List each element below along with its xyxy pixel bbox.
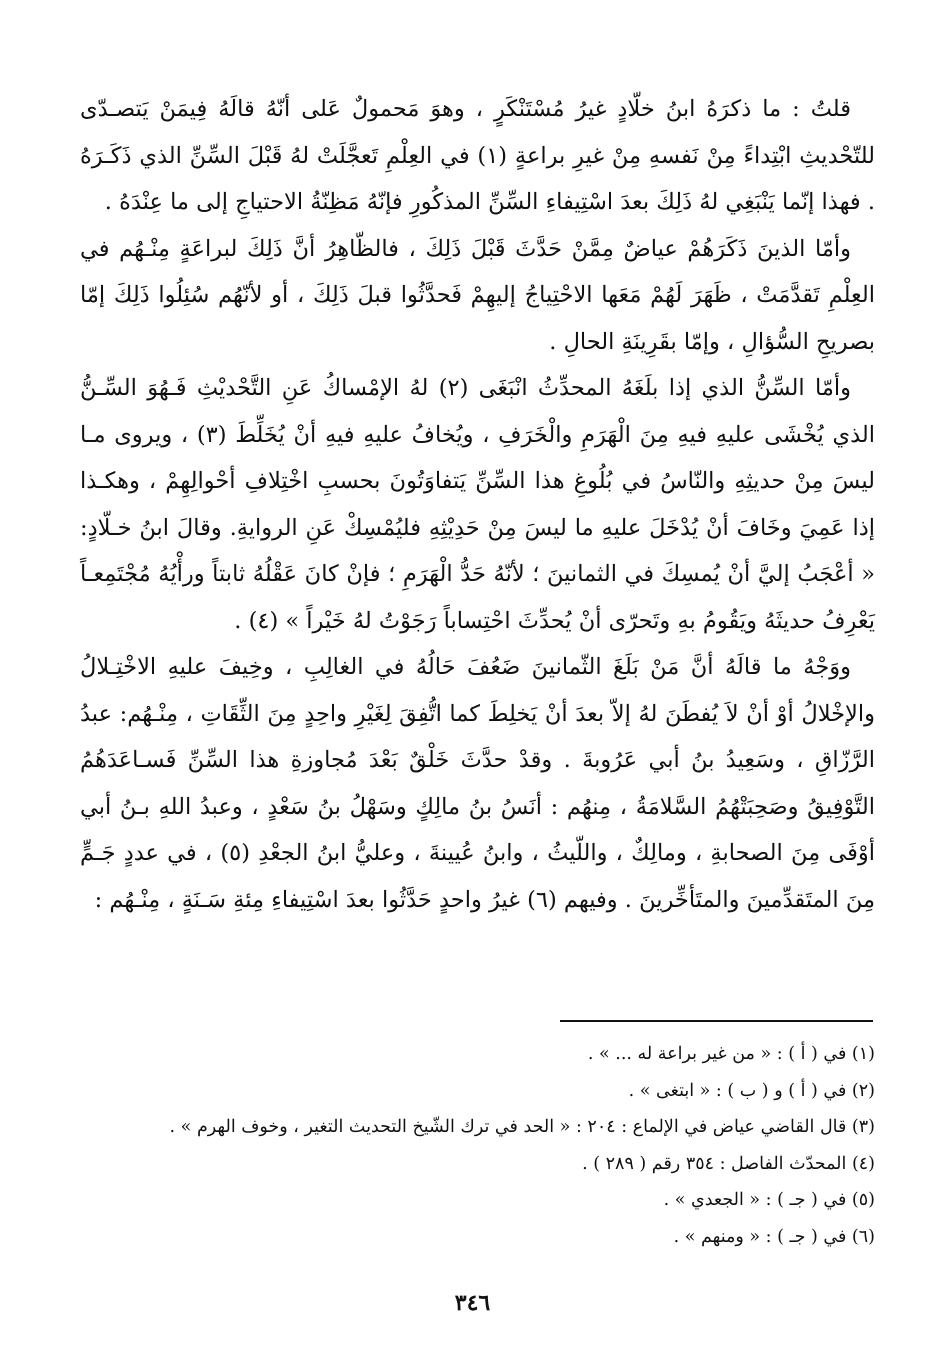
footnote-3: (٣) قال القاضي عياض في الإلماع : ٢٠٤ : « الحد في ترك الشّيخ التحديث التغير ، وخوف الهرم » . — [169, 1117, 875, 1137]
footnote-divider — [560, 1020, 873, 1022]
footnote-1: (١) في ( أ ) : « من غير براعة له ... » . — [587, 1044, 875, 1064]
footnote-6: (٦) في ( جـ ) : « ومنهم » . — [673, 1226, 875, 1247]
main-text — [80, 86, 875, 923]
footnotes — [120, 1036, 875, 1255]
footnote-5: (٥) في ( جـ ) : « الجعدي » . — [663, 1190, 875, 1210]
footnote-2: (٢) في ( أ ) و ( ب ) : « ابتغى » . — [628, 1080, 875, 1101]
paragraph-4: ووَجْهُ ما قالَهُ أنَّ مَنْ بَلَغَ الثّمانينَ ضَعُفَ حَالُهُ في الغالِبِ ، وخِيفَ عليهِ الاخْتِـلالُ والإخْلالُ أوْ أنْ لاَ يُفطَنَ لهُ إلاّ بعدَ أنْ يَخلِطَ كما اتُّفِقَ لِغَيْرِ واحِدٍ مِنَ الثِّقَاتِ ، مِنْـهُم: عبدُ الرَّزّاقِ ، وسَعِيدُ بنُ أبي عَرُوبةَ . وقدْ حدَّثَ خَلْقٌ بَعْدَ مُجاوزةِ هذا السِّنِّ فَسـاعَدَهُمُ التَّوْفِيقُ وصَحِبَتْهُمُ السَّلامَةُ ، مِنهُم : أنَسُ بنُ مالِكٍ وسَهْلُ بنُ سَعْدٍ ، وعبدُ اللهِ بـنُ أبي أوْفَى مِنَ الصحابةِ ، ومالِكٌ ، واللّيثُ ، وابنُ عُيينةَ ، وعليُّ ابنُ الجعْدِ (٥) ، في عددٍ جَـمٍّ مِنَ المتَقدِّمينَ والمتَأخِّرينَ . وفيهم (٦) غيرُ واحدٍ حَدَّثُوا بعدَ اسْتِيفاءِ مِئةِ سَـنَةٍ ، مِنْـهُم : — [80, 654, 875, 913]
footnote-4: (٤) المحدّث الفاصل : ٣٥٤ رقم ( ٢٨٩ ) . — [582, 1153, 875, 1174]
paragraph-2: وأمّا الذينَ ذَكَرَهُمْ عياضٌ مِمَّنْ حَدَّثَ قَبْلَ ذَلِكَ ، فالظّاهِرُ أنَّ ذَلِكَ لبراعَةٍ مِنْـهُم في العِلْمِ تَقدَّمَتْ ، ظَهَرَ لَهُمْ مَعَها الاحْتِياجُ إليهِمْ فَحدَّثُوا قبلَ ذَلِكَ ، أو لأنّهُم سُئِلُوا ذَلِكَ إمّا بصريحِ السُّؤالِ ، وإمّا بقَرِينَةِ الحالِ . — [80, 235, 875, 355]
paragraph-3: وأمّا السِّنُّ الذي إذا بلَغَهُ المحدِّثُ انْبَغَى (٢) لهُ الإمْساكُ عَنِ التَّحْديْثِ فَـهُوَ السِّـنُّ الذي يُخْشَى عليهِ فيهِ مِنَ الْهَرَمِ والْخَرَفِ ، ويُخافُ عليهِ فيهِ أنْ يُخَلِّطَ (٣) ، ويروى مـا ليسَ مِنْ حديثِهِ والنّاسُ في بُلُوغِ هذا السِّنِّ يَتفاوَتُونَ بحسبِ اخْتِلافِ أحْوالِهِمْ ، وهكـذا إذا عَمِيَ وخَافَ أنْ يُدْخَلَ عليهِ ما ليسَ مِنْ حَدِيْثِهِ فليُمْسِكْ عَنِ الروايةِ. وقالَ ابنُ خـلّادٍ: « أعْجَبُ إليَّ أنْ يُمسِكَ في الثمانينَ ؛ لأنّهُ حَدُّ الْهَرَمِ ؛ فإنْ كانَ عَقْلُهُ ثابتاً ورأْيُهُ مُجْتَمِعـاً يَعْرِفُ حديثَهُ ويَقُومُ بهِ وتَحرّى أنْ يُحدِّثَ احْتِساباً رَجَوْتُ لهُ خَيْراً » (٤) . — [80, 375, 876, 634]
paragraph-1: قلتُ : ما ذكرَهُ ابنُ خلّادٍ غيرُ مُسْتَنْكَرٍ ، وهوَ مَحمولٌ عَلى أنّهُ قالَهُ فِيمَنْ يَتصـدّى للتّحْديثِ ابْتِداءً مِنْ نَفسهِ مِنْ غيرِ براعةٍ (١) في العِلْمِ تَعجَّلَتْ لهُ قَبْلَ السِّنِّ الذي ذَكَـرَهُ . فهذا إنّما يَنْبَغِي لهُ ذَلِكَ بعدَ اسْتِيفاءِ السِّنِّ المذكُورِ فإنّهُ مَظِنّةُ الاحتياجِ إلى ما عِنْدَهُ . — [80, 96, 875, 215]
page-number: ٣٤٦ — [454, 1290, 491, 1316]
